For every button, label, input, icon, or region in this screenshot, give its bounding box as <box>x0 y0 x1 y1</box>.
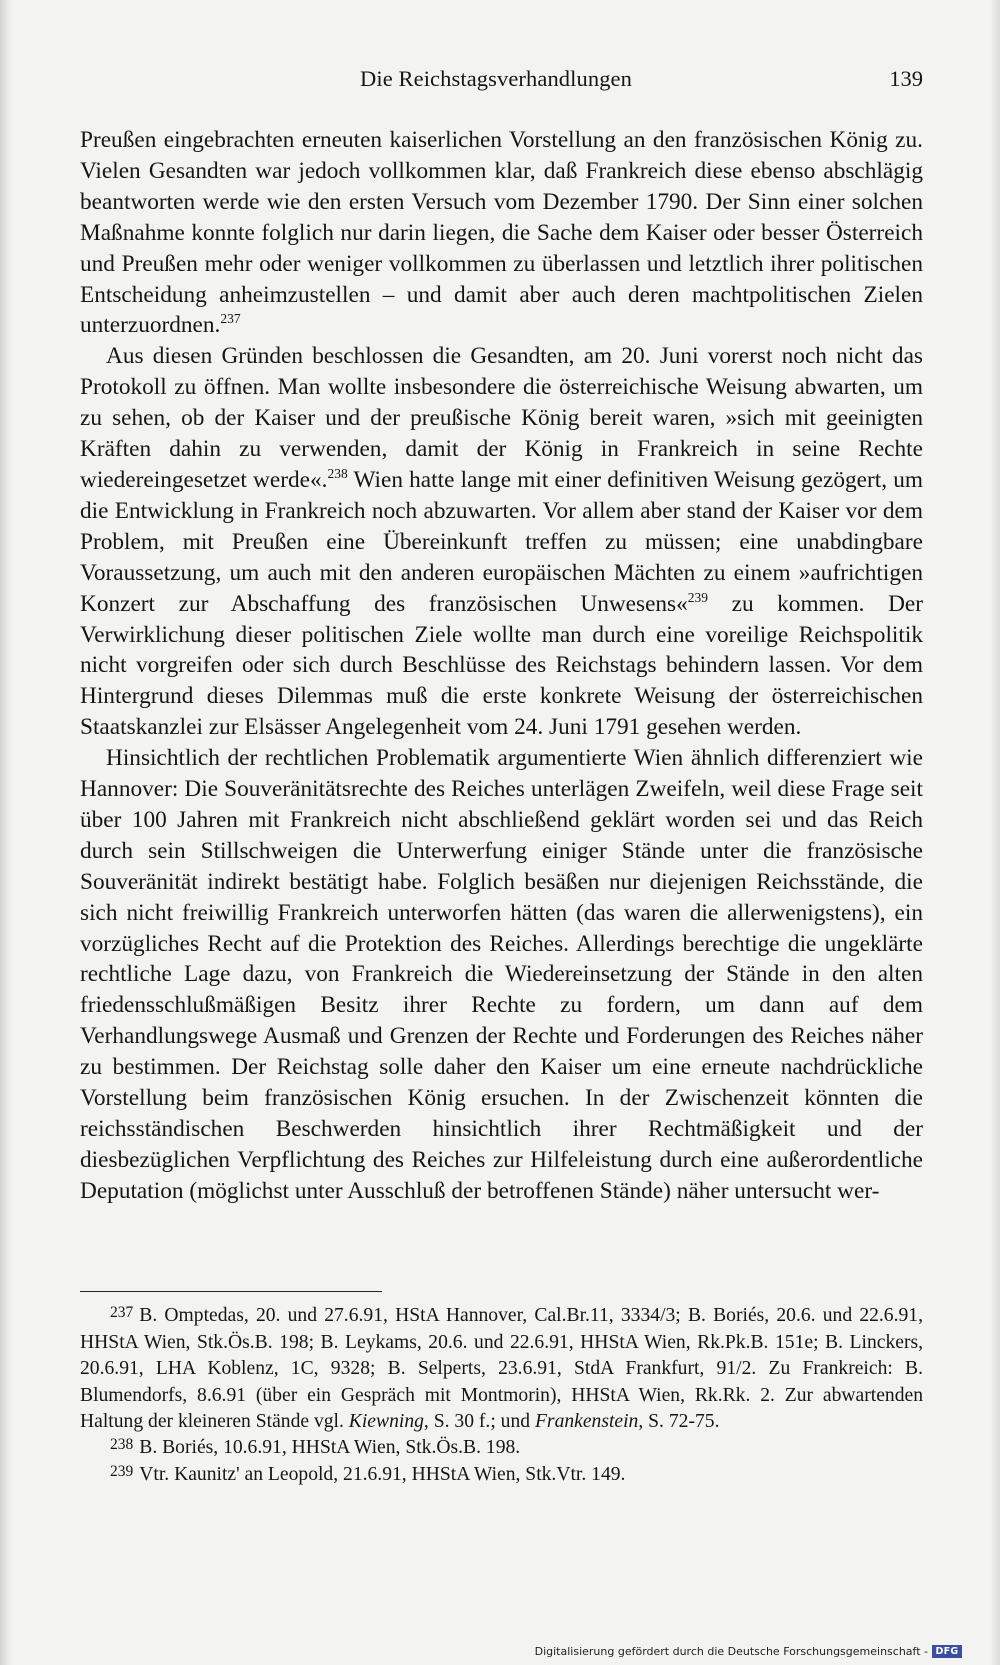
paragraph-3 <box>80 743 923 1207</box>
footnote-divider <box>80 1291 382 1292</box>
footnote-238 <box>80 1435 923 1462</box>
footnote-ref-237[interactable]: 237 <box>220 311 241 327</box>
credit-text: Digitalisierung gefördert durch die Deutsche Forschungsgemeinschaft - <box>534 1644 928 1658</box>
paragraph-text: zu kommen. Der Verwirklichung dieser politischen Ziele wollte man durch eine voreilige Reichspolitik nicht vorgreifen oder sich durch Beschlüsse des Reichstags behindern lassen. Vor dem Hintergrund dieses Dilemmas muß die erste konkrete Weisung der österreichischen Staatskanzlei zur Elsässer Angelegenheit vom 24. Juni 1791 gesehen werden. <box>80 590 923 741</box>
footnote-ref-239[interactable]: 239 <box>687 589 709 605</box>
body-text <box>80 125 923 1207</box>
footnotes <box>80 1303 923 1489</box>
footnote-text: Vtr. Kaunitz' an Leopold, 21.6.91, HHStA Wien, Stk.Vtr. 149. <box>139 1464 626 1486</box>
running-head <box>80 66 923 96</box>
paragraph-text: Wien hatte lange mit einer definitiven Weisung gezögert, um die Entwicklung in Frankreich noch abzuwarten. Vor allem aber stand der Kaiser vor dem Problem, mit Preußen eine Übereinkunft treffen zu müssen; eine unabdingbare Voraussetzung, um auch mit den anderen europäischen Mächten zu einem »aufrichtigen Konzert zur Abschaffung des französischen Unwesens« <box>80 466 923 617</box>
footnote-ref-238[interactable]: 238 <box>327 465 348 481</box>
footnote-text: , S. 30 f.; und <box>423 1410 535 1432</box>
paragraph-text: Aus diesen Gründen beschlossen die Gesandten, am 20. Juni vorerst noch nicht das Protokoll zu öffnen. Man wollte insbesondere die österreichische Weisung abwarten, um zu sehen, ob der Kaiser und der preußische König bereit waren, »sich mit geeinigten Kräften dahin zu verwenden, damit der König in Frankreich in seine Rechte wiedereingesetzet werde«. <box>80 343 923 493</box>
paragraph-2 <box>80 341 923 743</box>
scan-shadow-right <box>990 0 1000 1665</box>
digitization-credit <box>535 1643 962 1659</box>
paragraph-1 <box>80 125 923 341</box>
footnote-text: , S. 72-75. <box>638 1410 720 1432</box>
footnote-239 <box>80 1462 923 1489</box>
footnote-number: 237 <box>110 1304 134 1321</box>
cited-author: Kiewning <box>348 1410 424 1432</box>
paragraph-text: Hinsichtlich der rechtlichen Problematik argumentierte Wien ähnlich differenziert wie Hannover: Die Souveränitätsrechte des Reiches unterlägen Zweifeln, weil diese Frage seit über 100 Jahren mit Frankreich nicht abschließend geklärt worden sei und das Reich durch sein Stillschweigen die Unterwerfung einiger Stände unter die französische Souveränität indirekt bestätigt habe. Folglich besäßen nur diejenigen Reichsstände, die sich nicht freiwillig Frankreich unterworfen hätten (das waren die allerwenigstens), ein vorzügliches Recht auf die Protektion des Reiches. Allerdings berechtige die ungeklärte rechtliche Lage dazu, von Frankreich die Wiedereinsetzung der Stände in den alten friedensschlußmäßigen Besitz ihrer Rechte zu fordern, um dann auf dem Verhandlungswege Ausmaß und Grenzen der Rechte und Forderungen des Reiches näher zu bestimmen. Der Reichstag solle daher den Kaiser um eine erneute nachdrückliche Vorstellung beim französischen König ersuchen. In der Zwischenzeit könnten die reichsständischen Beschwerden hinsichtlich ihrer Rechtmäßigkeit und der diesbezüglichen Verpflichtung des Reiches zur Hilfeleistung durch eine außerordentliche Deputation (möglichst unter Ausschluß der betroffenen Stände) näher untersucht wer- <box>80 745 923 1204</box>
paragraph-text: Preußen eingebrachten erneuten kaiserlichen Vorstellung an den französischen König zu. Vielen Gesandten war jedoch vollkommen klar, daß Frankreich diese ebenso abschlägig beantworten werde wie den ersten Versuch vom Dezember 1790. Der Sinn einer solchen Maßnahme konnte folglich nur darin liegen, die Sache dem Kaiser oder besser Österreich und Preußen mehr oder weniger vollkommen zu überlassen und letztlich ihrer politischen Entscheidung anheimzustellen – und damit aber auch deren machtpolitischen Zielen unterzuordnen. <box>80 127 923 339</box>
page-number: 139 <box>889 66 923 91</box>
footnote-text: B. Omptedas, 20. und 27.6.91, HStA Hannover, Cal.Br.11, 3334/3; B. Boriés, 20.6. und 22.6.91, HHStA Wien, Stk.Ös.B. 198; B. Leykams, 20.6. und 22.6.91, HHStA Wien, Rk.Pk.B. 151e; B. Linckers, 20.6.91, LHA Koblenz, 1C, 9328; B. Selperts, 23.6.91, StdA Frankfurt, 91/2. Zu Frankreich: B. Blumendorfs, 8.6.91 (über ein Gespräch mit Montmorin), HHStA Wien, Rk.Rk. 2. Zur abwartenden Haltung der kleineren Stände vgl. <box>80 1305 923 1432</box>
footnote-number: 238 <box>110 1436 134 1454</box>
scan-shadow-left <box>0 0 14 1665</box>
cited-author: Frankenstein <box>534 1410 639 1432</box>
footnote-text: B. Boriés, 10.6.91, HHStA Wien, Stk.Ös.B. 198. <box>139 1437 521 1459</box>
running-title: Die Reichstagsverhandlungen <box>360 66 632 91</box>
footnote-number: 239 <box>110 1463 134 1481</box>
dfg-logo: DFG <box>932 1645 962 1658</box>
footnote-237 <box>80 1303 923 1435</box>
